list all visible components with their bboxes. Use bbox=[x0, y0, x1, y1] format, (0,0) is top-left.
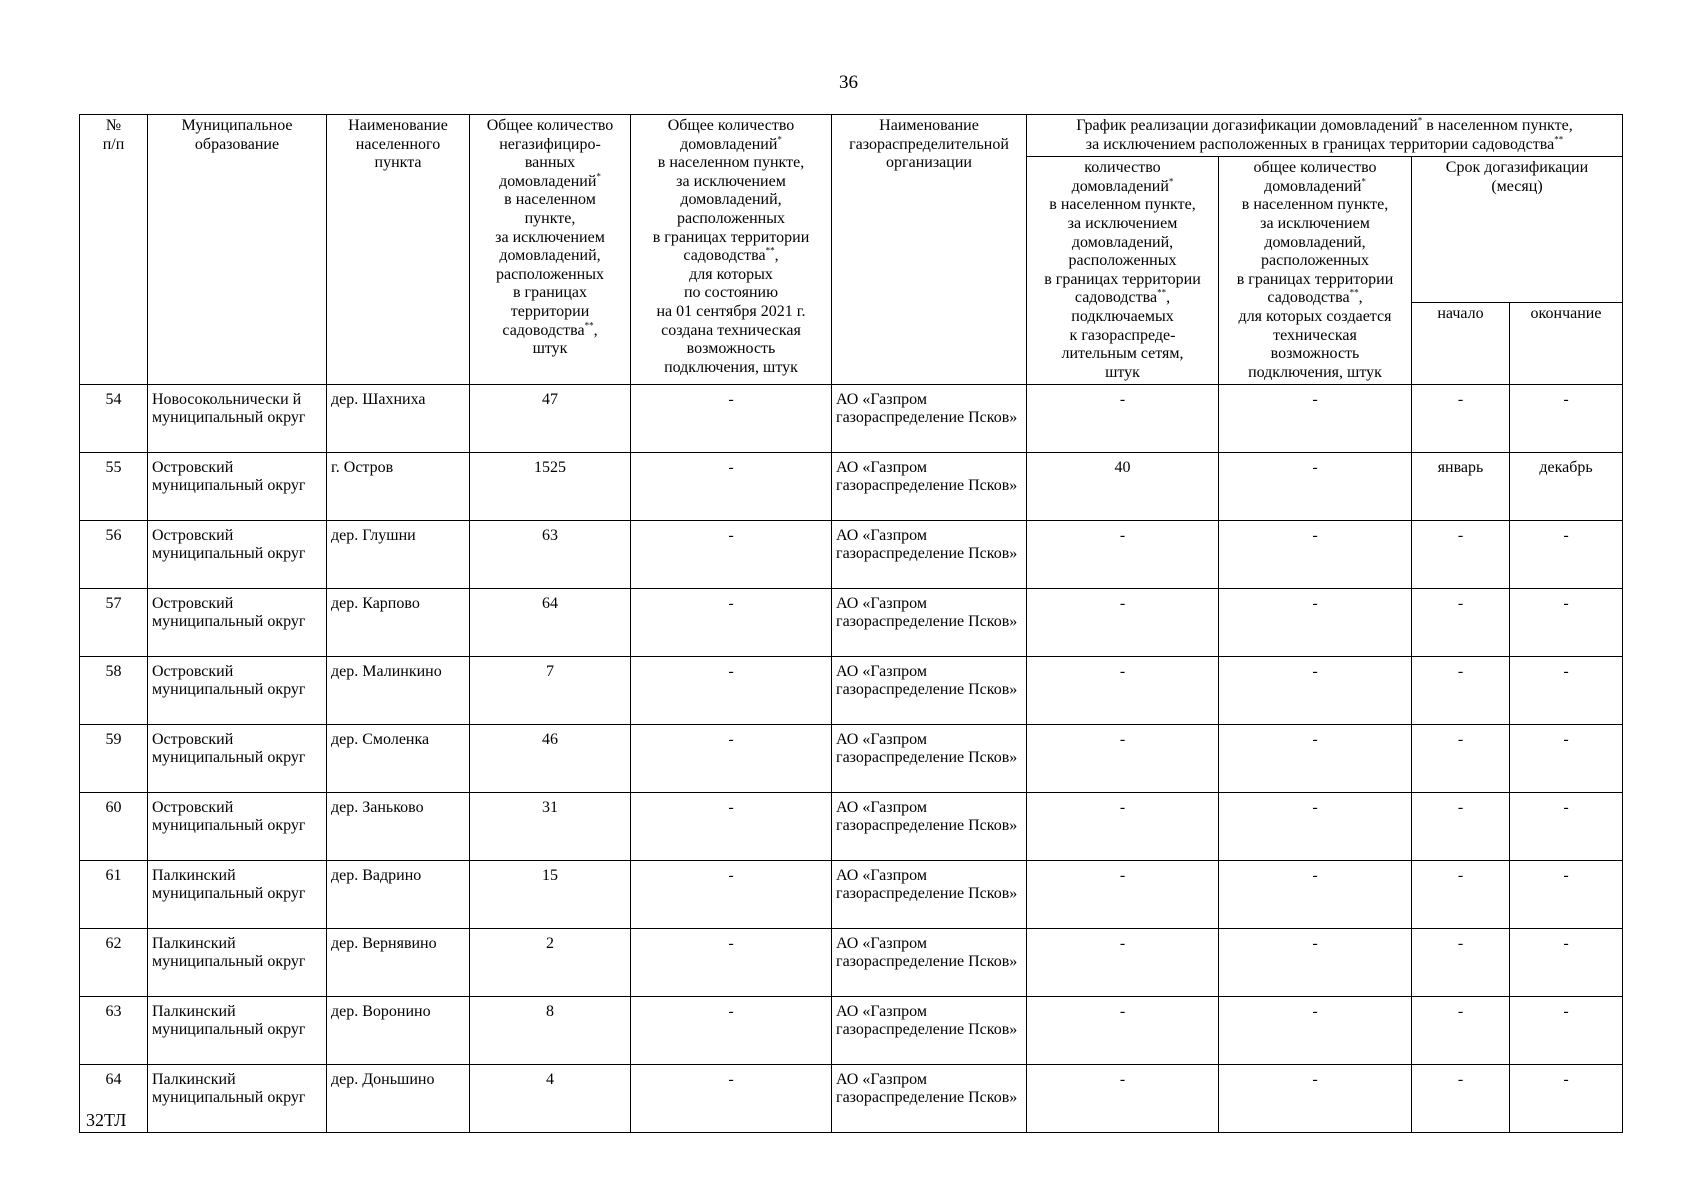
table-row bbox=[80, 929, 1623, 997]
cell-total-tech: - bbox=[631, 589, 832, 657]
header-total-tech: Общее количество домовладений* в населенном пункте, за исключением домовладений, расположенных в границах территории садоводства**, для которых по состоянию на 01 сентября 2021 г. создана техническая возможность подключения, штук bbox=[631, 115, 832, 385]
header-municipality: Муниципальное образование bbox=[148, 115, 327, 385]
cell-total-nongas: 4 bbox=[470, 1065, 631, 1133]
cell-total-tech: - bbox=[631, 1065, 832, 1133]
cell-count-connected: - bbox=[1027, 997, 1219, 1065]
table-row bbox=[80, 997, 1623, 1065]
cell-municipality: Островский муниципальный округ bbox=[148, 657, 327, 725]
cell-total-nongas: 31 bbox=[470, 793, 631, 861]
cell-count-tech: - bbox=[1219, 589, 1412, 657]
cell-total-nongas: 47 bbox=[470, 385, 631, 453]
cell-start: - bbox=[1412, 725, 1510, 793]
cell-count-connected: - bbox=[1027, 385, 1219, 453]
cell-total-tech: - bbox=[631, 521, 832, 589]
cell-municipality: Островский муниципальный округ bbox=[148, 793, 327, 861]
cell-count-tech: - bbox=[1219, 453, 1412, 521]
document-code: 32ТЛ bbox=[86, 1110, 127, 1130]
cell-count-tech: - bbox=[1219, 725, 1412, 793]
header-end: окончание bbox=[1510, 303, 1623, 385]
cell-count-tech: - bbox=[1219, 793, 1412, 861]
cell-end: - bbox=[1510, 725, 1623, 793]
header-org: Наименование газораспределительной организации bbox=[832, 115, 1027, 385]
cell-total-tech: - bbox=[631, 453, 832, 521]
header-settlement: Наименование населенного пункта bbox=[327, 115, 470, 385]
cell-start: январь bbox=[1412, 453, 1510, 521]
header-start: начало bbox=[1412, 303, 1510, 385]
cell-num: 54 bbox=[80, 385, 148, 453]
cell-count-connected: - bbox=[1027, 1065, 1219, 1133]
cell-start: - bbox=[1412, 657, 1510, 725]
cell-count-connected: - bbox=[1027, 589, 1219, 657]
cell-org: АО «Газпром газораспределение Псков» bbox=[832, 521, 1027, 589]
cell-municipality: Новосокольнически й муниципальный округ bbox=[148, 385, 327, 453]
header-total-nongas: Общее количество негазифициро- ванных домовладений* в населенном пункте, за исключением домовладений, расположенных в границах территории садоводства**, штук bbox=[470, 115, 631, 385]
cell-total-tech: - bbox=[631, 793, 832, 861]
cell-count-tech: - bbox=[1219, 861, 1412, 929]
cell-end: - bbox=[1510, 929, 1623, 997]
cell-count-connected: - bbox=[1027, 725, 1219, 793]
cell-num: 60 bbox=[80, 793, 148, 861]
cell-end: - bbox=[1510, 521, 1623, 589]
page-number: 36 bbox=[839, 72, 858, 93]
cell-total-nongas: 8 bbox=[470, 997, 631, 1065]
cell-count-connected: 40 bbox=[1027, 453, 1219, 521]
cell-num: 58 bbox=[80, 657, 148, 725]
cell-org: АО «Газпром газораспределение Псков» bbox=[832, 453, 1027, 521]
cell-org: АО «Газпром газораспределение Псков» bbox=[832, 929, 1027, 997]
header-term: Срок догазификации (месяц) bbox=[1412, 157, 1623, 303]
cell-settlement: дер. Вадрино bbox=[327, 861, 470, 929]
cell-settlement: дер. Карпово bbox=[327, 589, 470, 657]
cell-settlement: дер. Воронино bbox=[327, 997, 470, 1065]
cell-total-nongas: 64 bbox=[470, 589, 631, 657]
cell-count-connected: - bbox=[1027, 861, 1219, 929]
cell-end: - bbox=[1510, 657, 1623, 725]
cell-end: - bbox=[1510, 589, 1623, 657]
table-body bbox=[80, 385, 1623, 1133]
cell-count-tech: - bbox=[1219, 385, 1412, 453]
cell-municipality: Островский муниципальный округ bbox=[148, 521, 327, 589]
cell-total-nongas: 63 bbox=[470, 521, 631, 589]
cell-end: - bbox=[1510, 1065, 1623, 1133]
cell-start: - bbox=[1412, 861, 1510, 929]
cell-total-tech: - bbox=[631, 997, 832, 1065]
cell-org: АО «Газпром газораспределение Псков» bbox=[832, 793, 1027, 861]
cell-num: 56 bbox=[80, 521, 148, 589]
cell-start: - bbox=[1412, 793, 1510, 861]
table-row bbox=[80, 793, 1623, 861]
cell-settlement: дер. Шахниха bbox=[327, 385, 470, 453]
cell-total-tech: - bbox=[631, 385, 832, 453]
cell-total-tech: - bbox=[631, 861, 832, 929]
cell-start: - bbox=[1412, 521, 1510, 589]
cell-org: АО «Газпром газораспределение Псков» bbox=[832, 725, 1027, 793]
cell-start: - bbox=[1412, 589, 1510, 657]
table-header bbox=[80, 115, 1623, 385]
cell-end: - bbox=[1510, 861, 1623, 929]
cell-num: 62 bbox=[80, 929, 148, 997]
table-row bbox=[80, 589, 1623, 657]
cell-num: 61 bbox=[80, 861, 148, 929]
cell-total-nongas: 1525 bbox=[470, 453, 631, 521]
cell-total-nongas: 7 bbox=[470, 657, 631, 725]
cell-org: АО «Газпром газораспределение Псков» bbox=[832, 385, 1027, 453]
cell-start: - bbox=[1412, 1065, 1510, 1133]
header-count-tech: общее количество домовладений* в населенном пункте, за исключением домовладений, расположенных в границах территории садоводства**, для которых создается техническая возможность подключения, штук bbox=[1219, 157, 1412, 385]
cell-num: 55 bbox=[80, 453, 148, 521]
header-num: № п/п bbox=[80, 115, 148, 385]
cell-municipality: Палкинский муниципальный округ bbox=[148, 1065, 327, 1133]
cell-num: 59 bbox=[80, 725, 148, 793]
table-row bbox=[80, 1065, 1623, 1133]
cell-municipality: Палкинский муниципальный округ bbox=[148, 861, 327, 929]
table-row bbox=[80, 453, 1623, 521]
cell-count-connected: - bbox=[1027, 793, 1219, 861]
cell-end: декабрь bbox=[1510, 453, 1623, 521]
cell-count-tech: - bbox=[1219, 997, 1412, 1065]
cell-total-nongas: 15 bbox=[470, 861, 631, 929]
table-row bbox=[80, 861, 1623, 929]
header-schedule: График реализации догазификации домовладений* в населенном пункте, за исключением расположенных в границах территории садоводства** bbox=[1027, 115, 1623, 157]
header-count-connected: количество домовладений* в населенном пункте, за исключением домовладений, расположенных в границах территории садоводства**, подключаемых к газораспреде- лительным сетям, штук bbox=[1027, 157, 1219, 385]
table-row bbox=[80, 385, 1623, 453]
cell-count-tech: - bbox=[1219, 657, 1412, 725]
cell-org: АО «Газпром газораспределение Псков» bbox=[832, 861, 1027, 929]
cell-settlement: дер. Малинкино bbox=[327, 657, 470, 725]
cell-org: АО «Газпром газораспределение Псков» bbox=[832, 1065, 1027, 1133]
cell-count-connected: - bbox=[1027, 929, 1219, 997]
cell-end: - bbox=[1510, 385, 1623, 453]
cell-total-tech: - bbox=[631, 657, 832, 725]
table-row bbox=[80, 521, 1623, 589]
cell-count-tech: - bbox=[1219, 521, 1412, 589]
cell-municipality: Островский муниципальный округ bbox=[148, 725, 327, 793]
cell-municipality: Палкинский муниципальный округ bbox=[148, 997, 327, 1065]
cell-start: - bbox=[1412, 929, 1510, 997]
cell-settlement: дер. Вернявино bbox=[327, 929, 470, 997]
cell-settlement: г. Остров bbox=[327, 453, 470, 521]
cell-count-connected: - bbox=[1027, 521, 1219, 589]
cell-total-nongas: 2 bbox=[470, 929, 631, 997]
cell-count-connected: - bbox=[1027, 657, 1219, 725]
cell-org: АО «Газпром газораспределение Псков» bbox=[832, 997, 1027, 1065]
cell-count-tech: - bbox=[1219, 929, 1412, 997]
table-row bbox=[80, 725, 1623, 793]
cell-total-nongas: 46 bbox=[470, 725, 631, 793]
table-row bbox=[80, 657, 1623, 725]
cell-org: АО «Газпром газораспределение Псков» bbox=[832, 657, 1027, 725]
cell-municipality: Палкинский муниципальный округ bbox=[148, 929, 327, 997]
cell-total-tech: - bbox=[631, 725, 832, 793]
cell-total-tech: - bbox=[631, 929, 832, 997]
cell-org: АО «Газпром газораспределение Псков» bbox=[832, 589, 1027, 657]
cell-settlement: дер. Доньшино bbox=[327, 1065, 470, 1133]
cell-start: - bbox=[1412, 997, 1510, 1065]
cell-start: - bbox=[1412, 385, 1510, 453]
cell-municipality: Островский муниципальный округ bbox=[148, 589, 327, 657]
cell-end: - bbox=[1510, 997, 1623, 1065]
cell-num: 57 bbox=[80, 589, 148, 657]
cell-settlement: дер. Заньково bbox=[327, 793, 470, 861]
cell-num: 63 bbox=[80, 997, 148, 1065]
gasification-table bbox=[79, 114, 1623, 1133]
cell-settlement: дер. Глушни bbox=[327, 521, 470, 589]
cell-count-tech: - bbox=[1219, 1065, 1412, 1133]
cell-municipality: Островский муниципальный округ bbox=[148, 453, 327, 521]
cell-settlement: дер. Смоленка bbox=[327, 725, 470, 793]
cell-num: 64 bbox=[80, 1065, 148, 1133]
cell-end: - bbox=[1510, 793, 1623, 861]
